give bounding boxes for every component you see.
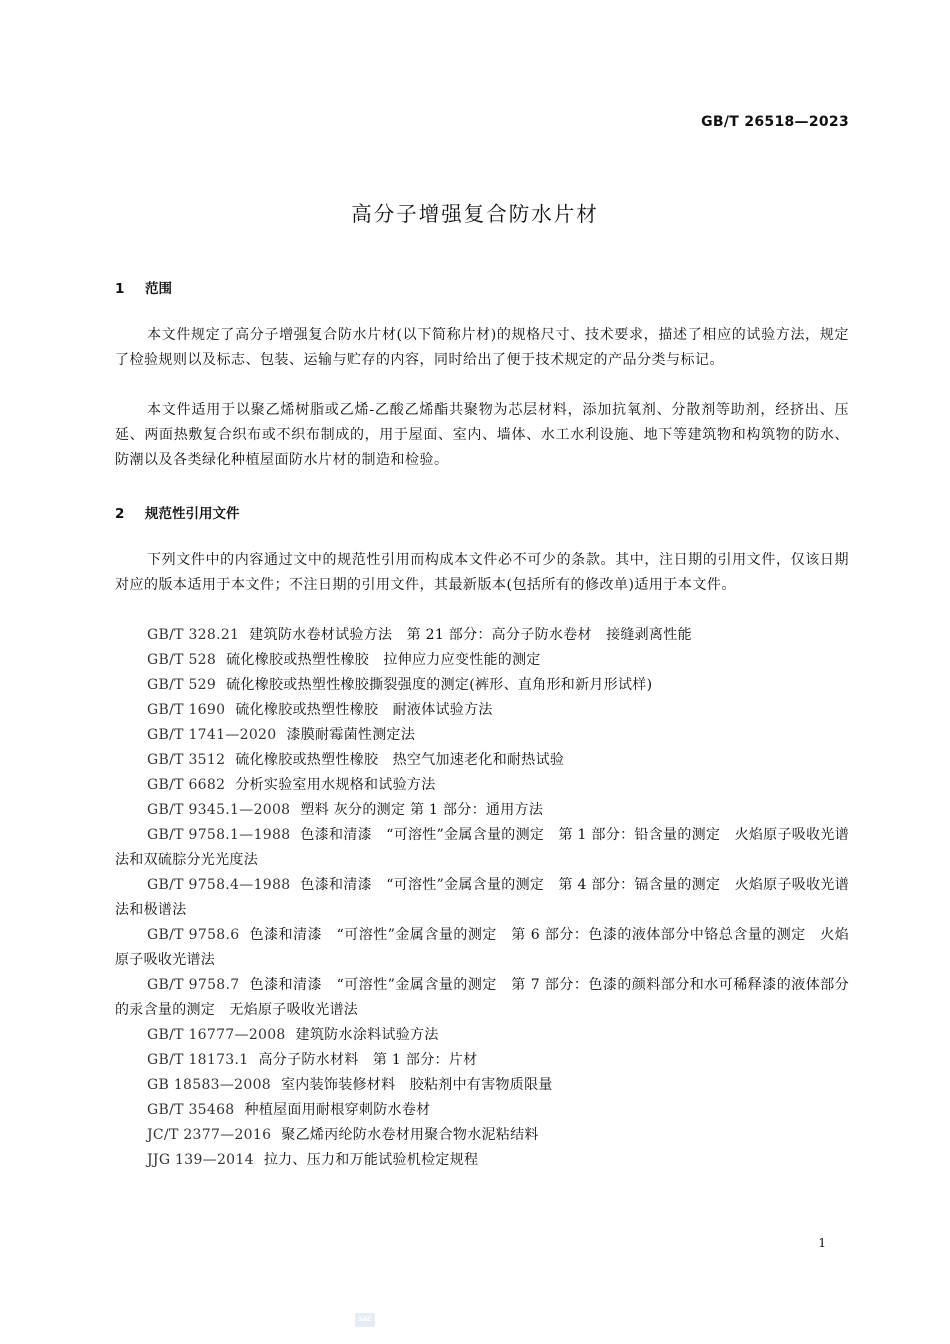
reference-code: GB/T 528: [147, 652, 217, 668]
section-title: 规范性引用文件: [145, 506, 240, 522]
section-heading-normative-references: [115, 502, 240, 522]
scope-paragraph-1: 本文件规定了高分子增强复合防水片材(以下简称片材)的规格尺寸、技术要求，描述了相应的试验方法，规定了检验规则以及标志、包装、运输与贮存的内容，同时给出了便于技术规定的产品分类与标记。: [115, 327, 849, 368]
reference-item: [115, 773, 849, 798]
reference-item: [115, 973, 849, 1023]
page-number: 1: [818, 1236, 826, 1250]
reference-title: 硫化橡胶或热塑性橡胶撕裂强度的测定(裤形、直角形和新月形试样): [226, 677, 653, 693]
section-number: 1: [115, 281, 125, 297]
reference-code: GB/T 9758.7: [147, 977, 240, 993]
reference-code: GB/T 35468: [147, 1102, 235, 1118]
reference-item: [115, 923, 849, 973]
reference-item: [115, 723, 849, 748]
reference-code: GB/T 3512: [147, 752, 226, 768]
watermark-logo: SAC: [355, 1313, 375, 1327]
reference-item: [115, 648, 849, 673]
document-title: 高分子增强复合防水片材: [351, 202, 599, 226]
reference-title: 色漆和清漆 “可溶性”金属含量的测定 第 7 部分：色漆的颜料部分和水可稀释漆的液体部分的汞含量的测定 无焰原子吸收光谱法: [115, 977, 850, 1018]
reference-title: 漆膜耐霉菌性测定法: [286, 727, 416, 743]
reference-item: [115, 748, 849, 773]
reference-item: [115, 1148, 849, 1173]
reference-item: [115, 798, 849, 823]
reference-title: 色漆和清漆 “可溶性”金属含量的测定 第 4 部分：镉含量的测定 火焰原子吸收光谱法和极谱法: [115, 877, 849, 918]
reference-item: [115, 623, 849, 648]
reference-title: 硫化橡胶或热塑性橡胶 拉伸应力应变性能的测定: [226, 652, 541, 668]
reference-item: [115, 873, 849, 923]
reference-item: [115, 1098, 849, 1123]
reference-code: GB/T 16777—2008: [147, 1027, 286, 1043]
reference-title: 种植屋面用耐根穿刺防水卷材: [244, 1102, 431, 1118]
references-intro-paragraph: 下列文件中的内容通过文中的规范性引用而构成本文件必不可少的条款。其中，注日期的引用文件，仅该日期对应的版本适用于本文件；不注日期的引用文件，其最新版本(包括所有的修改单)适用于本文件。: [115, 552, 849, 593]
section-number: 2: [115, 506, 125, 522]
reference-title: 拉力、压力和万能试验机检定规程: [263, 1152, 479, 1168]
reference-code: GB/T 529: [147, 677, 217, 693]
scope-paragraph-2: 本文件适用于以聚乙烯树脂或乙烯-乙酸乙烯酯共聚物为芯层材料，添加抗氧剂、分散剂等助剂，经挤出、压延、两面热敷复合织布或不织布制成的，用于屋面、室内、墙体、水工水利设施、地下等建筑物和构筑物的防水、防潮以及各类绿化种植屋面防水片材的制造和检验。: [115, 402, 849, 468]
reference-title: 色漆和清漆 “可溶性”金属含量的测定 第 6 部分：色漆的液体部分中铬总含量的测定 火焰原子吸收光谱法: [115, 927, 850, 968]
section-heading-scope: [115, 277, 172, 297]
reference-title: 建筑防水涂料试验方法: [295, 1027, 439, 1043]
reference-code: GB/T 9345.1—2008: [147, 802, 291, 818]
reference-code: GB/T 328.21: [147, 627, 240, 643]
reference-item: [115, 1123, 849, 1148]
reference-code: GB/T 1690: [147, 702, 226, 718]
reference-title: 色漆和清漆 “可溶性”金属含量的测定 第 1 部分：铅含量的测定 火焰原子吸收光谱法和双硫腙分光光度法: [115, 827, 849, 868]
reference-item: [115, 1023, 849, 1048]
reference-title: 聚乙烯丙纶防水卷材用聚合物水泥粘结料: [281, 1127, 539, 1143]
reference-code: GB/T 9758.1—1988: [147, 827, 291, 843]
reference-title: 塑料 灰分的测定 第 1 部分：通用方法: [300, 802, 544, 818]
reference-list: [115, 623, 849, 1173]
reference-code: GB/T 6682: [147, 777, 226, 793]
reference-code: GB/T 1741—2020: [147, 727, 277, 743]
reference-code: GB/T 9758.6: [147, 927, 240, 943]
standard-number: GB/T 26518—2023: [701, 114, 849, 130]
reference-code: JJG 139—2014: [147, 1152, 254, 1168]
reference-item: [115, 698, 849, 723]
reference-code: GB/T 18173.1: [147, 1052, 249, 1068]
reference-code: JC/T 2377—2016: [147, 1127, 272, 1143]
reference-item: [115, 673, 849, 698]
reference-code: GB/T 9758.4—1988: [147, 877, 291, 893]
reference-title: 建筑防水卷材试验方法 第 21 部分：高分子防水卷材 接缝剥离性能: [249, 627, 692, 643]
reference-title: 硫化橡胶或热塑性橡胶 热空气加速老化和耐热试验: [235, 752, 565, 768]
reference-item: [115, 823, 849, 873]
reference-item: [115, 1073, 849, 1098]
reference-code: GB 18583—2008: [147, 1077, 271, 1093]
section-title: 范围: [145, 281, 172, 297]
reference-title: 室内装饰装修材料 胶粘剂中有害物质限量: [281, 1077, 553, 1093]
reference-item: [115, 1048, 849, 1073]
reference-title: 硫化橡胶或热塑性橡胶 耐液体试验方法: [235, 702, 493, 718]
reference-title: 分析实验室用水规格和试验方法: [235, 777, 436, 793]
reference-title: 高分子防水材料 第 1 部分：片材: [258, 1052, 478, 1068]
